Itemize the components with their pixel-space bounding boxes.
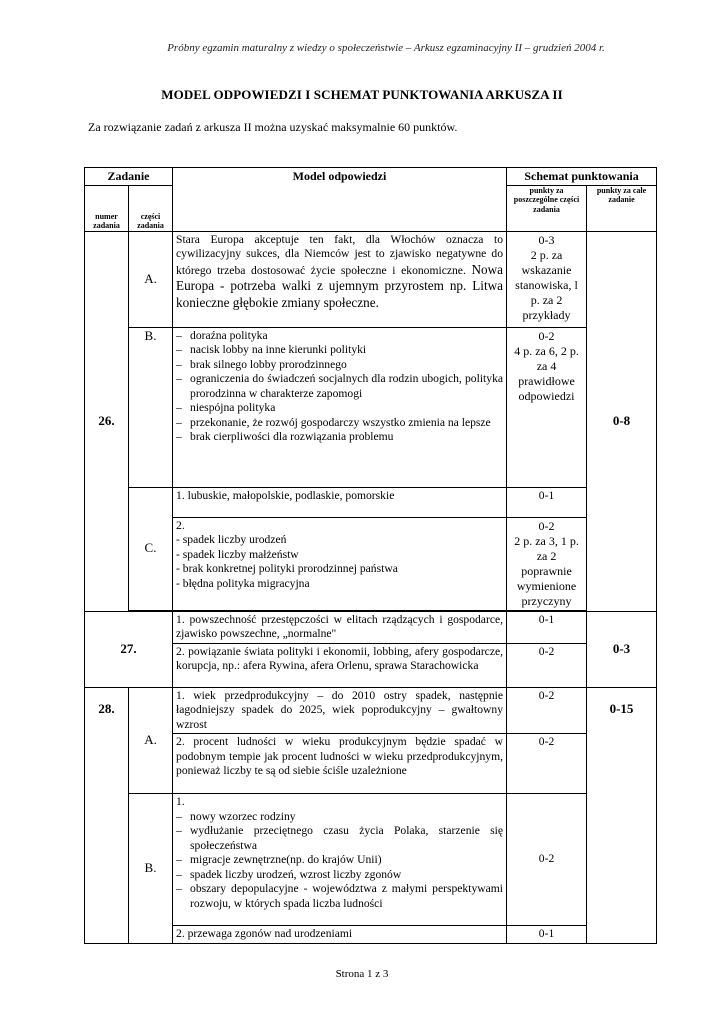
task-26-c-part1: 1. lubuskie, małopolskie, podlaskie, pomorskie <box>173 487 507 517</box>
task-26-c-part1-score: 0-1 <box>507 487 587 517</box>
task-28-b-part2-score: 0-1 <box>507 926 587 944</box>
intro-text: Za rozwiązanie zadań z arkusza II można uzyskać maksymalnie 60 punktów. <box>88 120 458 134</box>
task-28-b-item: – wydłużanie przeciętnego czasu życia Polaka, starzenie się społeczeństwa <box>176 824 503 853</box>
task-27-part1: 1. powszechność przestępczości w elitach rządzących i gospodarce, zjawisko powszechne, „normalne" <box>173 611 507 643</box>
task-26-b-item: – ograniczenia do świadczeń socjalnych dla rodzin ubogich, polityka prorodzinna w charakterze zapomogi <box>176 372 503 401</box>
task-28-b-part2: 2. przewaga zgonów nad urodzeniami <box>173 926 507 944</box>
task-26-c-part2-number: 2. <box>176 518 185 532</box>
task-26-b-score-desc: 4 p. za 6, 2 p. za 4 prawidłowe odpowiedzi <box>514 343 579 403</box>
document-title: MODEL ODPOWIEDZI I SCHEMAT PUNKTOWANIA ARKUSZA II <box>161 87 563 102</box>
scoring-table <box>84 167 657 944</box>
task-26-b-item: – doraźna polityka <box>176 329 503 344</box>
task-26-c-part2-score: 0-2 <box>538 518 555 533</box>
task-26-a-score: 0-3 <box>538 232 555 247</box>
task-26-a-score-desc: 2 p. za wskazanie stanowiska, l p. za 2 przykłady <box>515 247 578 322</box>
header-punkty-cale: punkty za całe zadanie <box>587 185 657 231</box>
task-28-number: 28. <box>85 687 129 944</box>
task-26-part-a-label: A. <box>129 231 173 327</box>
task-28-a-part2: 2. procent ludności w wieku produkcyjnym będzie spadać w podobnym tempie jak procent ludności w wieku przedprodukcyjnym, ponieważ liczby te są od siebie ściśle uzależnione <box>173 734 507 794</box>
task-26-part-c-label: C. <box>129 487 173 610</box>
task-26-a-text2: Nowa Europa - potrzeba walki z ujemnym przyrostem np. Litwa konieczne głębokie zmiany społeczne. <box>176 261 504 310</box>
header-schemat: Schemat punktowania <box>507 168 657 186</box>
task-26-b-item: – brak cierpliwości dla rozwiązania problemu <box>176 430 503 445</box>
task-26-b-score: 0-2 <box>538 328 555 343</box>
task-26-part-a-answer <box>173 231 507 327</box>
task-28-b-item: – nowy wzorzec rodziny <box>176 810 503 825</box>
page-header: Próbny egzamin maturalny z wiedzy o społeczeństwie – Arkusz egzaminacyjny II – grudzień 2004 r. <box>167 42 605 54</box>
task-27-part2: 2. powiązanie świata polityki i ekonomii, lobbing, afery gospodarcze, korupcja, np.: afera Rywina, afera Orlenu, sprawa Starachowicka <box>173 643 507 687</box>
task-26-b-item: – brak silnego lobby prorodzinnego <box>176 358 503 373</box>
task-28-total: 0-15 <box>587 687 657 944</box>
task-28-b-item: – obszary depopulacyjne - województwa z małymi perspektywami rozwoju, w których spada liczba ludności <box>176 882 503 911</box>
task-28-a-part1: 1. wiek przedprodukcyjny – do 2010 ostry spadek, następnie łagodniejszy spadek do 2025, wiek poprodukcyjny – gwałtowny wzrost <box>173 687 507 734</box>
header-model: Model odpowiedzi <box>173 168 507 232</box>
task-26-c-part2-desc: 2 p. za 3, 1 p. za 2 poprawnie wymienione przyczyny <box>514 533 579 608</box>
task-26-part-b-label: B. <box>129 327 173 487</box>
task-26-c-item: - spadek liczby urodzeń <box>176 533 287 546</box>
task-28-b-part1 <box>173 794 507 926</box>
header-numer: numer zadania <box>85 185 129 231</box>
task-27-number: 27. <box>85 611 173 687</box>
task-27-total: 0-3 <box>587 611 657 687</box>
task-28-part-a-label: A. <box>129 687 173 794</box>
task-26-b-item: – niespójna polityka <box>176 401 503 416</box>
task-26-a-text1: Stara Europa akceptuje ten fakt, dla Włochów oznacza to cywilizacyjny sukces, dla Niemców jest to zjawisko negatywne do którego trzeba dostosować życie społeczne i ekonomiczne. <box>176 232 504 277</box>
task-28-b-item: – spadek liczby urodzeń, wzrost liczby zgonów <box>176 868 503 883</box>
task-26-c-part2 <box>173 517 507 610</box>
page-footer: Strona 1 z 3 <box>335 968 389 980</box>
task-26-c-item: - błędna polityka migracyjna <box>176 576 310 590</box>
task-26-b-item: – przekonanie, że rozwój gospodarczy wszystko zmienia na lepsze <box>176 416 503 431</box>
task-26-part-b-answer <box>173 327 507 487</box>
task-28-b-item: – migracje zewnętrzne(np. do krajów Unii) <box>176 853 503 868</box>
header-zadanie: Zadanie <box>85 168 173 186</box>
task-28-a-part1-score: 0-2 <box>507 687 587 734</box>
task-28-b-part1-number: 1. <box>176 795 185 808</box>
task-28-b-part1-score: 0-2 <box>507 794 587 926</box>
task-28-a-part2-score: 0-2 <box>507 734 587 794</box>
task-27-part2-score: 0-2 <box>507 643 587 687</box>
task-26-number: 26. <box>85 231 129 611</box>
task-28-part-b-label: B. <box>129 794 173 944</box>
task-26-c-item: - brak konkretnej polityki prorodzinnej państwa <box>176 562 398 575</box>
task-26-b-item: – nacisk lobby na inne kierunki polityki <box>176 343 503 358</box>
header-czesci: części zadania <box>129 185 173 231</box>
task-27-part1-score: 0-1 <box>507 611 587 643</box>
header-punkty-czesci: punkty za poszczególne części zadania <box>507 185 587 231</box>
task-26-total: 0-8 <box>587 231 657 611</box>
task-26-c-item: - spadek liczby małżeństw <box>176 547 299 561</box>
